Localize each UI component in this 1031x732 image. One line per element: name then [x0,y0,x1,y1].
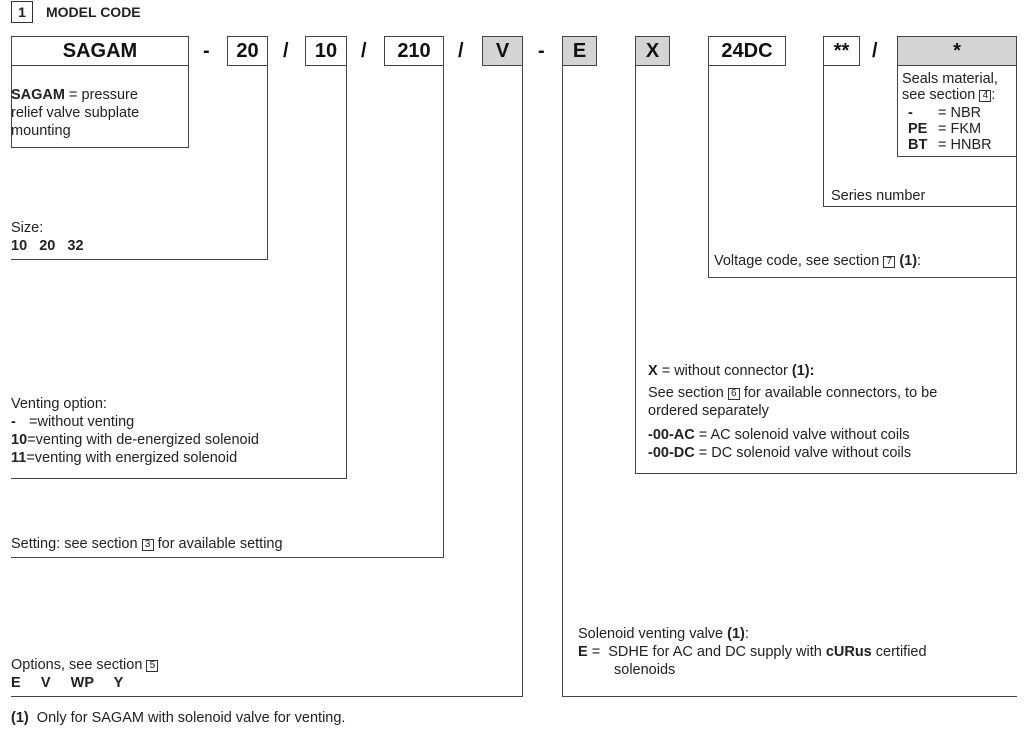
seal-option-hnbr: BT = HNBR [908,137,992,153]
voltage-description: Voltage code, see section 7 (1): [714,253,922,269]
code-box-seals: * [897,36,1017,66]
section-ref-6: 6 [728,388,740,400]
seal-option-nbr: - = NBR [908,105,982,121]
footnote: (1) Only for SAGAM with solenoid valve for venting. [11,710,346,726]
code-box-voltage: 24DC [708,36,786,66]
setting-description: Setting: see section 3 for available setting [11,536,283,552]
section-ref-3: 3 [142,539,154,551]
code-box-connector: X [635,36,670,66]
separator-slash: / [458,40,464,62]
seal-option-fkm: PE = FKM [908,121,982,137]
options-description: Options, see section 5 E V WP Y [11,656,158,692]
separator-dash: - [203,40,210,62]
separator-slash: / [872,40,878,62]
section-number: 1 [11,1,33,23]
section-ref-4: 4 [979,90,991,102]
separator-slash: / [283,40,289,62]
section-ref-7: 7 [883,256,895,268]
options-frame [11,66,523,697]
venting-description: Venting option: - =without venting 10=venting with de-energized solenoid 11=venting with energized solenoid [11,396,259,466]
code-box-option: V [482,36,523,66]
section-ref-5: 5 [146,660,158,672]
sagam-description: SAGAM = pressure relief valve subplate mounting [11,87,140,139]
code-box-series: ** [823,36,860,66]
section-title: MODEL CODE [46,4,141,20]
connector-see-section: See section 6 for available connectors, to be ordered separately [648,385,938,419]
seals-options [908,105,992,153]
separator-slash: / [361,40,367,62]
series-description: Series number [831,188,926,204]
connector-description: X = without connector (1): [648,363,815,379]
code-box-venting: 10 [305,36,347,66]
code-box-size: 20 [227,36,268,66]
seals-description: Seals material, see section 4 : [902,71,998,103]
curus-mark: cURus [825,644,872,660]
size-description: Size: 10 20 32 [11,220,84,254]
code-box-setting: 210 [384,36,444,66]
code-box-solenoid: E [562,36,597,66]
solenoid-description: Solenoid venting valve (1): E = SDHE for AC and DC supply with cURus certified solenoids [578,626,927,678]
connector-options: -00-AC = AC solenoid valve without coils -00-DC = DC solenoid valve without coils [648,427,912,461]
code-box-sagam: SAGAM [11,36,189,66]
separator-dash: - [538,40,545,62]
